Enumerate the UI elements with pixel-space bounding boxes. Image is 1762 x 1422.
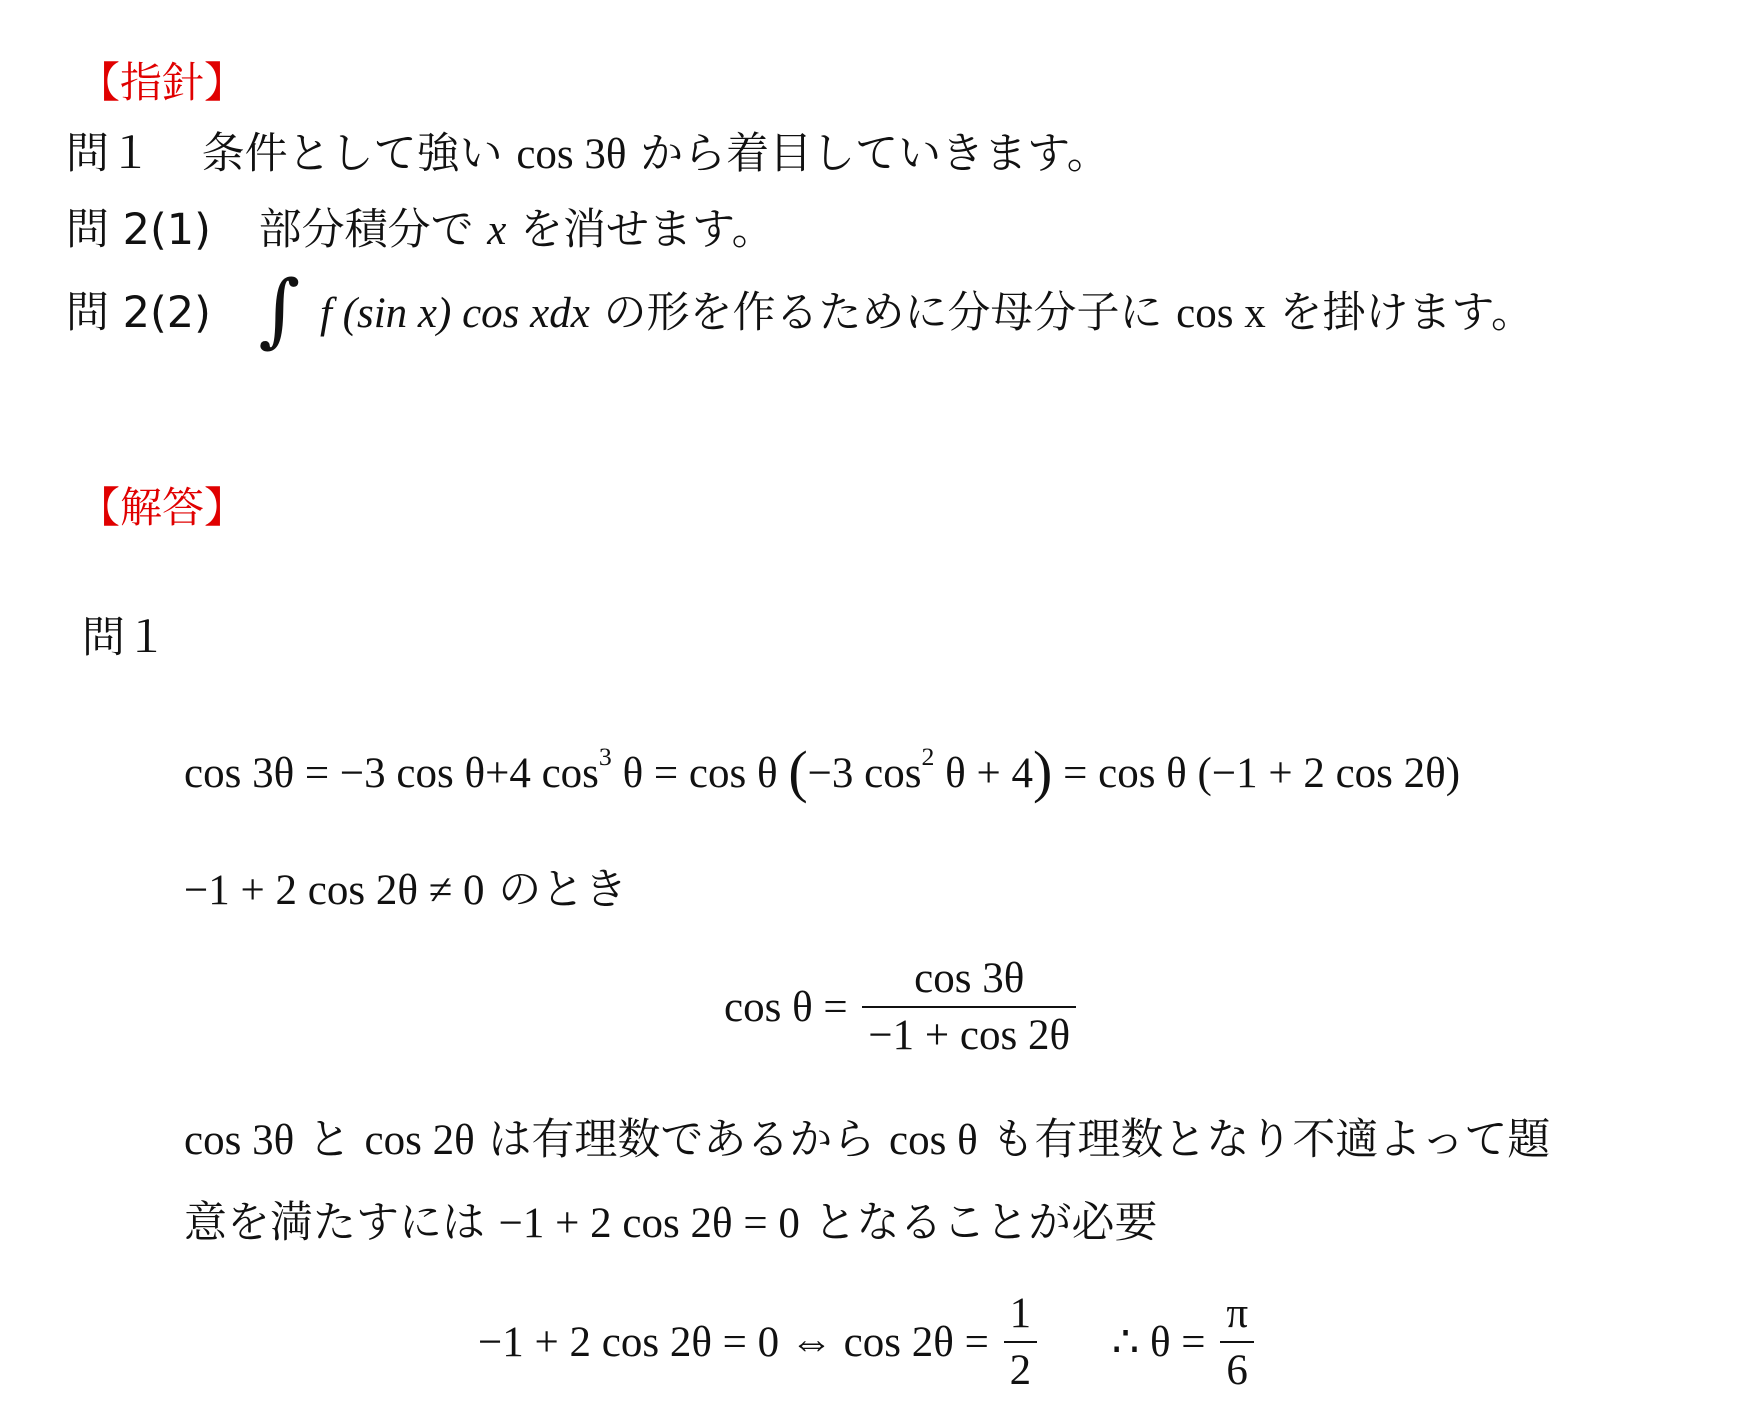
policy-heading: 【指針】 (78, 58, 247, 107)
eq1-rhs: = cos θ (−1 + 2 cos 2θ) (1052, 750, 1461, 797)
policy-q2-2-math2: cos x (1176, 290, 1266, 337)
policy-q2-1-label: 問 2(1) (66, 205, 211, 255)
policy-q2-2-math: f (sin x) cos xdx (319, 290, 590, 337)
eq3-fraction-pi6 (1220, 1290, 1254, 1395)
policy-q1-text-a: 条件として強い (201, 129, 503, 179)
para-m1: cos 3θ (184, 1117, 295, 1164)
para-t2: は有理数であるから (488, 1115, 876, 1165)
para-m4: −1 + 2 cos 2θ = 0 (498, 1200, 800, 1247)
eq2-fraction (862, 955, 1076, 1060)
eq3-num2: π (1220, 1290, 1254, 1343)
eq1-sup3: 3 (598, 742, 612, 772)
policy-q1 (66, 124, 1110, 185)
eq3-den2: 6 (1226, 1347, 1248, 1395)
policy-q2-1 (66, 200, 775, 261)
policy-q2-2-text-a: の形を作るために分母分子に (603, 288, 1163, 338)
policy-q2-1-text-b: を消せます。 (520, 205, 775, 255)
policy-q1-text-b: から着目していきます。 (640, 129, 1110, 179)
para-t1: と (307, 1115, 351, 1165)
condition-line (184, 860, 627, 921)
equation-1 (184, 738, 1460, 804)
eq3-den1: 2 (1009, 1347, 1032, 1395)
eq1-inner-a: −3 cos (807, 750, 922, 797)
policy-q1-math: cos 3θ (516, 131, 627, 178)
para-m2: cos 2θ (364, 1117, 475, 1164)
equation-3 (478, 1290, 1258, 1395)
policy-q2-2 (66, 263, 1534, 356)
para-m3: cos θ (889, 1117, 978, 1164)
policy-q2-2-label: 問 2(2) (66, 288, 211, 338)
para-t4: 意を満たすには (184, 1198, 485, 1248)
para-t3: も有理数となり不適よって題 (991, 1115, 1551, 1165)
eq3-num1: 1 (1004, 1290, 1038, 1343)
reasoning-line-2 (184, 1193, 1158, 1254)
eq1-paren-close: ) (1033, 739, 1053, 804)
eq3-therefore: ∴ θ = (1111, 1319, 1206, 1367)
answer-heading: 【解答】 (78, 483, 247, 532)
eq1-lhs: cos 3θ = −3 cos θ+4 cos (184, 750, 599, 797)
condition-math: −1 + 2 cos 2θ ≠ 0 (184, 867, 485, 914)
policy-q2-1-math: x (487, 207, 507, 254)
condition-text: のとき (498, 865, 628, 915)
equation-2 (724, 955, 1080, 1060)
answer-q1-label: 問１ (82, 613, 168, 663)
reasoning-line-1 (184, 1110, 1550, 1171)
para-t5: となることが必要 (813, 1198, 1158, 1248)
eq1-paren-open: ( (788, 739, 808, 804)
policy-q1-label: 問１ (66, 129, 152, 179)
eq1-sup2: 2 (921, 742, 935, 772)
eq1-mid: θ = cos θ (611, 750, 789, 797)
eq3-lhs: −1 + 2 cos 2θ = 0 ⇔ cos 2θ = (478, 1318, 989, 1366)
eq2-numerator: cos 3θ (862, 955, 1076, 1008)
eq1-inner-b: θ + 4 (934, 750, 1034, 797)
eq2-denominator: −1 + cos 2θ (868, 1012, 1071, 1060)
integral-sign: ∫ (258, 263, 301, 356)
eq3-fraction-half (1004, 1290, 1038, 1395)
policy-q2-2-text-b: を掛けます。 (1279, 288, 1534, 338)
eq2-lhs: cos θ = (724, 983, 848, 1031)
policy-q2-1-text-a: 部分積分で (258, 205, 474, 255)
